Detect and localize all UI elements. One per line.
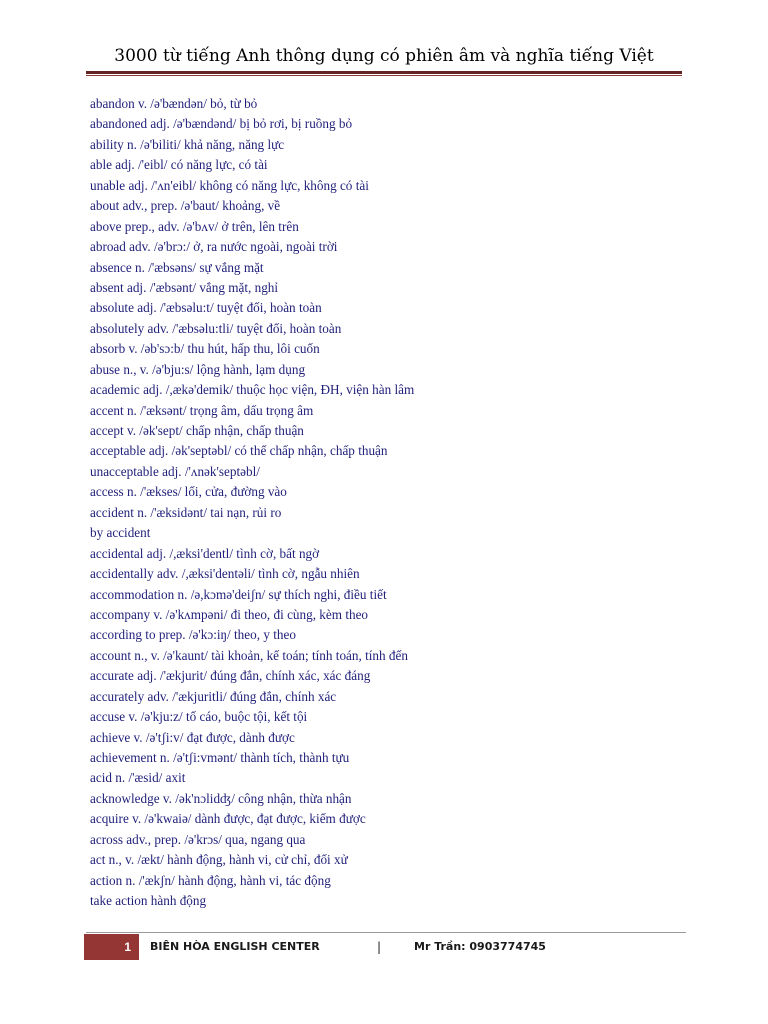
footer-center-name: BIÊN HÒA ENGLISH CENTER bbox=[150, 940, 320, 953]
page-title: 3000 từ tiếng Anh thông dụng có phiên âm và nghĩa tiếng Việt bbox=[114, 46, 654, 66]
vocabulary-entry: unable adj. /'ʌn'eibl/ không có năng lực, không có tài bbox=[90, 177, 369, 193]
vocabulary-entry: absent adj. /'æbsənt/ vắng mặt, nghỉ bbox=[90, 279, 279, 295]
vocabulary-entry: abandon v. /ə'bændən/ bỏ, từ bỏ bbox=[90, 96, 258, 111]
header-divider-thin bbox=[86, 75, 682, 76]
vocabulary-entry: abroad adv. /ə'brɔ:/ ở, ra nước ngoài, ngoài trời bbox=[90, 239, 338, 255]
vocabulary-entry: acid n. /'æsid/ axit bbox=[90, 770, 186, 786]
header-divider bbox=[86, 71, 682, 74]
vocabulary-entry: accidental adj. /,æksi'dentl/ tình cờ, bất ngờ bbox=[90, 545, 320, 561]
vocabulary-entry: achievement n. /ə'tʃi:vmənt/ thành tích, thành tựu bbox=[90, 750, 350, 765]
vocabulary-entry: accurate adj. /'ækjurit/ đúng đắn, chính xác, xác đáng bbox=[90, 668, 371, 684]
vocabulary-entry: accept v. /ək'sept/ chấp nhận, chấp thuận bbox=[90, 423, 304, 438]
vocabulary-entry: unacceptable adj. /'ʌnək'septəbl/ bbox=[90, 463, 260, 479]
vocabulary-entry: above prep., adv. /ə'bʌv/ ở trên, lên trên bbox=[90, 218, 299, 234]
vocabulary-entry: accident n. /'æksidənt/ tai nạn, rủi ro bbox=[90, 504, 282, 520]
page-number-box bbox=[84, 934, 139, 960]
vocabulary-entry: accidentally adv. /,æksi'dentəli/ tình cờ, ngẫu nhiên bbox=[90, 566, 360, 582]
vocabulary-entry: abuse n., v. /ə'bju:s/ lộng hành, lạm dụng bbox=[90, 361, 306, 377]
footer-divider bbox=[86, 932, 686, 933]
vocabulary-entry: acquire v. /ə'kwaiə/ dành được, đạt được, kiếm được bbox=[90, 811, 366, 827]
vocabulary-entry: absence n. /'æbsəns/ sự vắng mặt bbox=[90, 259, 264, 275]
vocabulary-list bbox=[90, 94, 690, 912]
vocabulary-entry: accent n. /'æksənt/ trọng âm, dấu trọng âm bbox=[90, 402, 314, 418]
vocabulary-entry: take action hành động bbox=[90, 893, 207, 909]
footer-separator: | bbox=[377, 940, 382, 954]
vocabulary-entry: absolutely adv. /'æbsəlu:tli/ tuyệt đối, hoàn toàn bbox=[90, 320, 342, 336]
vocabulary-entry: absolute adj. /'æbsəlu:t/ tuyệt đối, hoàn toàn bbox=[90, 300, 322, 316]
page-number: 1 bbox=[124, 940, 131, 954]
vocabulary-entry: ability n. /ə'biliti/ khả năng, năng lực bbox=[90, 136, 285, 152]
vocabulary-entry: accurately adv. /'ækjuritli/ đúng đắn, chính xác bbox=[90, 688, 337, 704]
vocabulary-entry: account n., v. /ə'kaunt/ tài khoản, kế toán; tính toán, tính đến bbox=[90, 647, 408, 663]
vocabulary-entry: academic adj. /,ækə'demik/ thuộc học viện, ĐH, viện hàn lâm bbox=[90, 382, 415, 398]
vocabulary-entry: access n. /'ækses/ lối, cửa, đường vào bbox=[90, 484, 287, 500]
vocabulary-entry: across adv., prep. /ə'krɔs/ qua, ngang qua bbox=[90, 831, 306, 847]
vocabulary-entry: about adv., prep. /ə'baut/ khoảng, về bbox=[90, 198, 281, 214]
vocabulary-entry: acknowledge v. /ək'nɔlidʤ/ công nhận, thừa nhận bbox=[90, 790, 352, 806]
vocabulary-entry: act n., v. /ækt/ hành động, hành vi, cử chỉ, đối xử bbox=[90, 852, 348, 868]
vocabulary-entry: achieve v. /ə'tʃi:v/ đạt được, dành được bbox=[90, 729, 295, 745]
vocabulary-entry: acceptable adj. /ək'septəbl/ có thể chấp nhận, chấp thuận bbox=[90, 443, 388, 459]
vocabulary-entry: accuse v. /ə'kju:z/ tố cáo, buộc tội, kết tội bbox=[90, 709, 308, 725]
vocabulary-entry: by accident bbox=[90, 525, 151, 541]
vocabulary-entry: abandoned adj. /ə'bændənd/ bị bỏ rơi, bị ruồng bỏ bbox=[90, 116, 353, 132]
vocabulary-entry: accompany v. /ə'kʌmpəni/ đi theo, đi cùng, kèm theo bbox=[90, 606, 369, 622]
footer-contact: Mr Trần: 0903774745 bbox=[414, 940, 546, 953]
vocabulary-entry: able adj. /'eibl/ có năng lực, có tài bbox=[90, 157, 268, 173]
vocabulary-entry: according to prep. /ə'kɔ:iŋ/ theo, y theo bbox=[90, 627, 296, 643]
vocabulary-entry: action n. /'ækʃn/ hành động, hành vi, tác động bbox=[90, 872, 331, 888]
vocabulary-entry: accommodation n. /ə,kɔmə'deiʃn/ sự thích nghi, điều tiết bbox=[90, 586, 387, 602]
vocabulary-entry: absorb v. /əb'sɔ:b/ thu hút, hấp thu, lôi cuốn bbox=[90, 341, 320, 357]
